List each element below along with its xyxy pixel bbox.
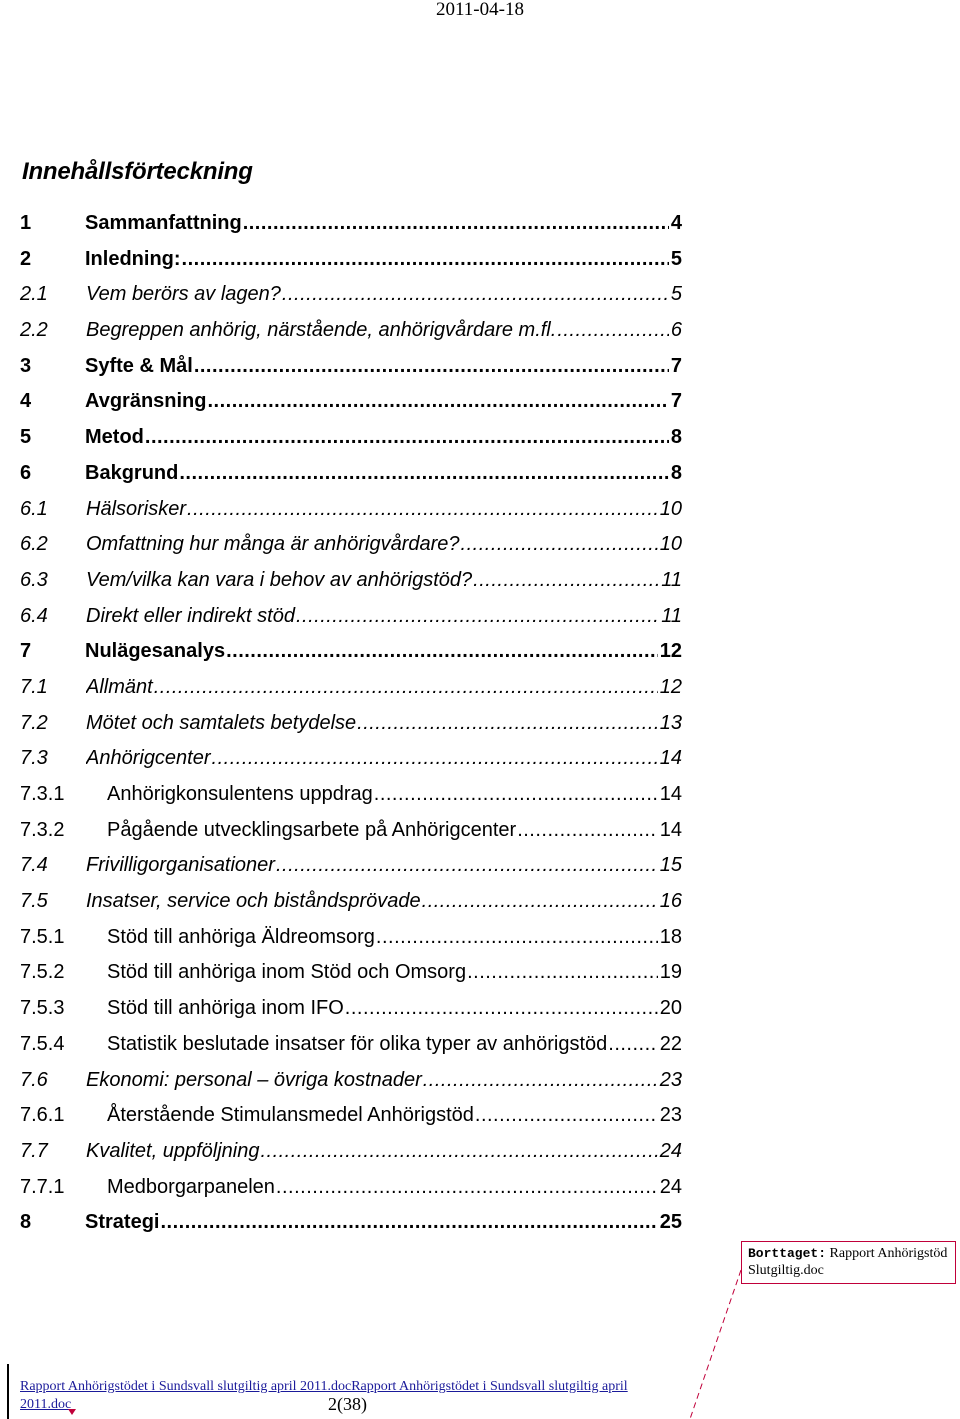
change-bar [7,1364,9,1419]
comment-text: Rapport Anhörigstöd Slutgiltig.doc [748,1246,948,1278]
toc-dot-leader [374,777,658,813]
toc-entry-page: 10 [659,497,682,520]
toc-entry-page: 12 [659,675,682,698]
toc-dot-leader [608,1027,657,1063]
toc-dot-leader [276,848,658,884]
toc-entry-page: 14 [659,818,682,841]
toc-entry-title: Inledning: [85,247,181,270]
toc-entry-page: 10 [659,533,682,556]
toc-entry-number: 1 [20,212,32,234]
toc-entry-body [107,813,682,849]
toc-dot-leader [422,884,658,920]
toc-entry-title: Frivilligorganisationer [86,854,275,877]
toc-entry-title: Vem berörs av lagen? [86,283,281,306]
toc-entry-page: 18 [659,925,682,948]
toc-entry-number: 2.1 [20,283,48,306]
toc-entry-title: Mötet och samtalets betydelse [86,711,357,734]
toc-entry[interactable] [20,1205,682,1241]
toc-dot-leader [345,991,658,1027]
toc-entry-page: 14 [659,783,682,805]
toc-entry-body [85,1205,682,1241]
toc-entry-title: Allmänt [86,675,153,698]
comment-label: Borttaget: [748,1246,827,1261]
toc-entry-body [86,706,682,742]
toc-entry-number: 3 [20,354,32,377]
toc-entry-title: Nulägesanalys [85,640,226,663]
toc-entry-body [85,349,682,385]
toc-dot-leader [461,527,658,563]
footer-page-number: 2(38) [328,1394,367,1414]
tracked-change-comment[interactable] [741,1241,956,1284]
toc-dot-leader [187,492,658,528]
toc-entry-page: 15 [659,854,682,877]
toc-entry-page: 14 [659,747,682,770]
toc-entry-number: 8 [20,1211,32,1234]
toc-entry-title: Medborgarpanelen [107,1175,275,1198]
toc-entry[interactable] [20,991,682,1027]
toc-entry[interactable] [20,777,682,813]
toc-entry-title: Vem/vilka kan vara i behov av anhörigstöd? [86,568,473,591]
toc-entry-page: 25 [659,1211,682,1234]
toc-entry-page: 5 [670,283,682,306]
header-date: 2011-04-18 [436,0,524,20]
toc-entry-page: 8 [670,426,682,449]
footer-filename-cont[interactable]: 2011.doc [20,1397,72,1412]
toc-entry[interactable] [20,1134,682,1170]
toc-entry-body [86,1063,682,1099]
toc-entry-title: Bakgrund [85,461,179,484]
toc-entry-page: 24 [659,1175,682,1198]
toc-entry-number: 2.2 [20,319,48,342]
toc-entry-number: 7.6.1 [20,1104,65,1127]
toc-entry-page: 8 [670,461,682,484]
toc-entry-number: 7.4 [20,854,48,877]
toc-entry-title: Hälsorisker [86,497,187,520]
toc-entry-body [86,277,682,313]
toc-entry-number: 5 [20,426,32,449]
toc-dot-leader [475,1098,658,1134]
toc-entry[interactable] [20,813,682,849]
footer-filename[interactable]: Rapport Anhörigstödet i Sundsvall slutgiltig april 2011.docRapport Anhörigstödet i Sundsvall slutgiltig april [20,1379,628,1394]
toc-entry-title: Avgränsning [85,390,207,413]
toc-entry-number: 4 [20,390,32,413]
toc-entry-title: Statistik beslutade insatser för olika typer av anhörigstöd [107,1032,608,1055]
toc-entry-body [86,599,682,635]
toc-dot-leader [212,741,658,777]
toc-entry-page: 7 [670,390,682,413]
toc-entry-page: 23 [659,1104,682,1127]
toc-entry-page: 13 [659,711,682,734]
toc-entry[interactable] [20,1170,682,1206]
toc-entry-number: 6.3 [20,568,48,591]
toc-entry-body [86,670,682,706]
toc-entry-number: 7.3.2 [20,818,65,841]
toc-entry-title: Sammanfattning [85,212,242,234]
toc-dot-leader [423,1063,658,1099]
toc-entry-body [86,1134,682,1170]
toc-entry-number: 7.5.2 [20,961,65,984]
toc-dot-leader [182,242,669,278]
toc-entry[interactable] [20,242,682,278]
toc-entry[interactable] [20,384,682,420]
toc-entry-title: Syfte & Mål [85,354,193,377]
toc-entry-body [107,1098,682,1134]
toc-entry-body [85,420,682,456]
toc-entry-number: 6 [20,461,32,484]
toc-entry[interactable] [20,884,682,920]
toc-entry[interactable] [20,634,682,670]
toc-dot-leader [208,384,669,420]
toc-entry-number: 7.5 [20,890,48,913]
toc-dot-leader [154,670,658,706]
toc-entry-page: 4 [670,212,682,234]
toc-entry-number: 2 [20,247,32,270]
toc-entry-body [86,741,682,777]
toc-entry-body [86,563,682,599]
toc-entry-title: Ekonomi: personal – övriga kostnader [86,1068,422,1091]
toc-entry-number: 6.4 [20,604,48,627]
toc-entry[interactable] [20,527,682,563]
toc-entry-body [85,456,682,492]
toc-entry[interactable] [20,563,682,599]
toc-entry[interactable] [20,277,682,313]
toc-dot-leader [260,1134,657,1170]
toc-entry-number: 7.5.4 [20,1032,65,1055]
toc-dot-leader [282,277,669,313]
toc-entry-title: Omfattning hur många är anhörigvårdare? [86,533,460,556]
toc-entry-number: 7 [20,640,32,663]
toc-dot-leader [557,313,669,349]
toc-entry-title: Pågående utvecklingsarbete på Anhörigcenter [107,818,517,841]
toc-entry-page: 11 [661,604,682,627]
toc-entry-body [86,884,682,920]
toc-entry-body [85,242,682,278]
toc-entry-title: Anhörigcenter [86,747,211,770]
toc-entry-body [107,920,682,956]
toc-entry-page: 7 [670,354,682,377]
toc-entry-title: Direkt eller indirekt stöd [86,604,295,627]
toc-entry-title: Stöd till anhöriga Äldreomsorg [107,925,375,948]
toc-entry[interactable] [20,1098,682,1134]
toc-entry-page: 22 [659,1032,682,1055]
toc-entry[interactable] [20,206,682,242]
toc-entry-number: 7.3 [20,747,48,770]
toc-entry-title: Stöd till anhöriga inom Stöd och Omsorg [107,961,467,984]
toc-dot-leader [296,599,659,635]
toc-entry[interactable] [20,955,682,991]
toc-dot-leader [473,563,659,599]
toc-entry-body [86,492,682,528]
toc-entry-page: 12 [659,640,682,663]
toc-entry-title: Stöd till anhöriga inom IFO [107,997,344,1020]
toc-entry[interactable] [20,1027,682,1063]
toc-entry-body [86,527,682,563]
toc-dot-leader [243,206,669,242]
toc-entry-page: 23 [659,1068,682,1091]
toc-entry-page: 16 [659,890,682,913]
toc-entry[interactable] [20,706,682,742]
toc-entry[interactable] [20,741,682,777]
toc-entry-number: 7.1 [20,675,48,698]
toc-entry-number: 7.3.1 [20,783,65,805]
toc-entry-body [85,206,682,242]
toc-dot-leader [194,349,669,385]
toc-entry-page: 20 [659,997,682,1020]
toc-entry-number: 7.5.3 [20,997,65,1020]
toc-entry-title: Insatser, service och biståndsprövade [86,890,421,913]
toc-entry-body [107,1170,682,1206]
toc-entry[interactable] [20,670,682,706]
toc-dot-leader [179,456,669,492]
toc-entry-number: 7.7.1 [20,1175,65,1198]
toc-dot-leader [467,955,658,991]
toc-heading: Innehållsförteckning [22,158,253,185]
toc-entry-title: Kvalitet, uppföljning [86,1139,260,1162]
toc-dot-leader [357,706,658,742]
toc-entry[interactable] [20,848,682,884]
toc-entry-body [86,848,682,884]
toc-entry-page: 24 [659,1139,682,1162]
toc-entry[interactable] [20,1063,682,1099]
change-marker-icon [68,1409,76,1415]
toc-entry-title: Begreppen anhörig, närstående, anhörigvårdare m.fl. [86,319,557,342]
toc-entry-number: 6.2 [20,533,48,556]
toc-entry-body [85,384,682,420]
toc-entry-body [107,991,682,1027]
toc-dot-leader [145,420,669,456]
toc-dot-leader [517,813,658,849]
toc-entry-number: 7.7 [20,1139,48,1162]
toc-entry[interactable] [20,492,682,528]
toc-entry-title: Anhörigkonsulentens uppdrag [107,783,373,805]
toc-entry-title: Metod [85,426,144,449]
toc-entry-body [107,1027,682,1063]
toc-entry[interactable] [20,456,682,492]
toc-dot-leader [160,1205,657,1241]
toc-entry-page: 19 [659,961,682,984]
toc-entry-body [85,634,682,670]
toc-entry-body [86,313,682,349]
toc-entry-page: 11 [661,568,682,591]
toc-entry[interactable] [20,313,682,349]
toc-entry-number: 6.1 [20,497,48,520]
toc-entry[interactable] [20,920,682,956]
toc-list [20,206,682,1241]
toc-entry-number: 7.2 [20,711,48,734]
toc-dot-leader [376,920,658,956]
toc-entry-number: 7.6 [20,1068,48,1091]
toc-entry[interactable] [20,349,682,385]
toc-entry-body [107,777,682,813]
toc-entry-page: 6 [670,319,682,342]
toc-entry-body [107,955,682,991]
toc-dot-leader [276,1170,658,1206]
toc-entry[interactable] [20,420,682,456]
toc-dot-leader [226,634,658,670]
toc-entry-title: Återstående Stimulansmedel Anhörigstöd [107,1104,474,1127]
toc-entry-page: 5 [670,247,682,270]
toc-entry-number: 7.5.1 [20,925,65,948]
toc-entry-title: Strategi [85,1211,160,1234]
toc-entry[interactable] [20,599,682,635]
